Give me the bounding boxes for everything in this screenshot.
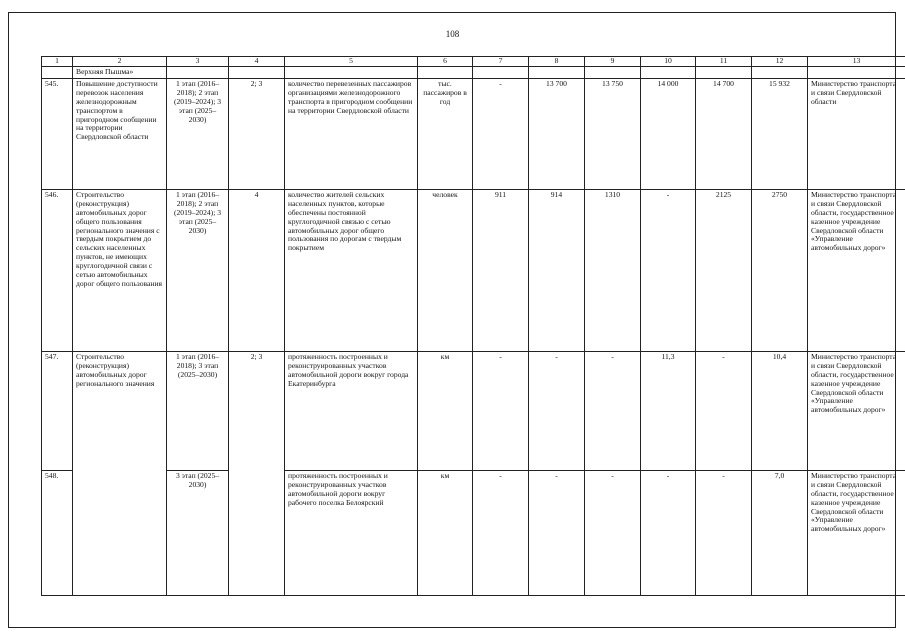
value-col9: 13 750 xyxy=(585,78,641,189)
header-row xyxy=(42,57,905,67)
value-col9: 1310 xyxy=(585,189,641,351)
value-col9: - xyxy=(585,470,641,595)
value-col9: - xyxy=(585,351,641,470)
table-row xyxy=(42,470,905,595)
value-col12: 7,0 xyxy=(752,470,808,595)
continuation-text: Верхняя Пышма» xyxy=(73,67,167,79)
stages: 1 этап (2016–2018); 2 этап (2019–2024); 3 этап (2025–2030) xyxy=(167,78,229,189)
value-col11: 14 700 xyxy=(696,78,752,189)
value-col11: - xyxy=(696,470,752,595)
value-col11: 2125 xyxy=(696,189,752,351)
indicator: количество перевезенных пассажиров организациями железнодорожного транспорта в пригородном сообщении на территории Свердловской области xyxy=(285,78,418,189)
col-header: 8 xyxy=(529,57,585,67)
value-col8: - xyxy=(529,351,585,470)
executor: Министерство транспорта и связи Свердловской области, государственное казенное учреждение Свердловской области «Управление автомобильных дорог» xyxy=(808,351,905,470)
indicator: протяженность построенных и реконструированных участков автомобильной дороги вокруг рабочего поселка Белоярский xyxy=(285,470,418,595)
col-header: 13 xyxy=(808,57,905,67)
value-col12: 15 932 xyxy=(752,78,808,189)
unit: км xyxy=(418,470,473,595)
stages: 1 этап (2016–2018); 3 этап (2025–2030) xyxy=(167,351,229,470)
measure-name: Строительство (реконструкция) автомобильных дорог общего пользования регионального значения с твердым покрытием до сельских населенных пунктов, не имеющих круглогодичной связи с сетью автомобильных дорог общего пользования xyxy=(73,189,167,351)
row-number: 546. xyxy=(42,189,73,351)
value-col10: - xyxy=(641,470,696,595)
tasks: 4 xyxy=(229,189,285,351)
col-header: 4 xyxy=(229,57,285,67)
col-header: 6 xyxy=(418,57,473,67)
col-header: 3 xyxy=(167,57,229,67)
indicator: количество жителей сельских населенных пунктов, которые обеспечены постоянной круглогодичной связью с сетью автомобильных дорог общего пользования по дорогам с твердым покрытием xyxy=(285,189,418,351)
unit: человек xyxy=(418,189,473,351)
measure-name: Строительство (реконструкция) автомобильных дорог регионального значения xyxy=(73,351,167,595)
row-number: 548. xyxy=(42,470,73,595)
value-col12: 2750 xyxy=(752,189,808,351)
stages: 3 этап (2025–2030) xyxy=(167,470,229,595)
col-header: 2 xyxy=(73,57,167,67)
value-col11: - xyxy=(696,351,752,470)
col-header: 7 xyxy=(473,57,529,67)
col-header: 10 xyxy=(641,57,696,67)
tasks: 2; 3 xyxy=(229,351,285,595)
value-col7: 911 xyxy=(473,189,529,351)
value-col12: 10,4 xyxy=(752,351,808,470)
row-number: 547. xyxy=(42,351,73,470)
unit: тыс. пассажиров в год xyxy=(418,78,473,189)
value-col7: - xyxy=(473,351,529,470)
stages: 1 этап (2016–2018); 2 этап (2019–2024); 3 этап (2025–2030) xyxy=(167,189,229,351)
col-header: 12 xyxy=(752,57,808,67)
col-header: 5 xyxy=(285,57,418,67)
value-col10: 14 000 xyxy=(641,78,696,189)
executor: Министерство транспорта и связи Свердловской области, государственное казенное учреждение Свердловской области «Управление автомобильных дорог» xyxy=(808,470,905,595)
tasks: 2; 3 xyxy=(229,78,285,189)
col-header: 11 xyxy=(696,57,752,67)
value-col8: 914 xyxy=(529,189,585,351)
executor: Министерство транспорта и связи Свердловской области, государственное казенное учреждение Свердловской области «Управление автомобильных дорог» xyxy=(808,189,905,351)
value-col8: 13 700 xyxy=(529,78,585,189)
executor: Министерство транспорта и связи Свердловской области xyxy=(808,78,905,189)
table-row xyxy=(42,351,905,470)
row-number: 545. xyxy=(42,78,73,189)
measure-name: Повышение доступности перевозок населения железнодорожным транспортом в пригородном сообщении на территории Свердловской области xyxy=(73,78,167,189)
indicator: протяженность построенных и реконструированных участков автомобильной дороги вокруг города Екатеринбурга xyxy=(285,351,418,470)
col-header: 1 xyxy=(42,57,73,67)
unit: км xyxy=(418,351,473,470)
value-col10: - xyxy=(641,189,696,351)
page-number: 108 xyxy=(445,29,460,39)
value-col8: - xyxy=(529,470,585,595)
value-col7: - xyxy=(473,78,529,189)
table-row xyxy=(42,78,905,189)
program-table xyxy=(41,56,905,596)
col-header: 9 xyxy=(585,57,641,67)
value-col10: 11,3 xyxy=(641,351,696,470)
table-row xyxy=(42,189,905,351)
value-col7: - xyxy=(473,470,529,595)
continuation-row xyxy=(42,67,905,79)
